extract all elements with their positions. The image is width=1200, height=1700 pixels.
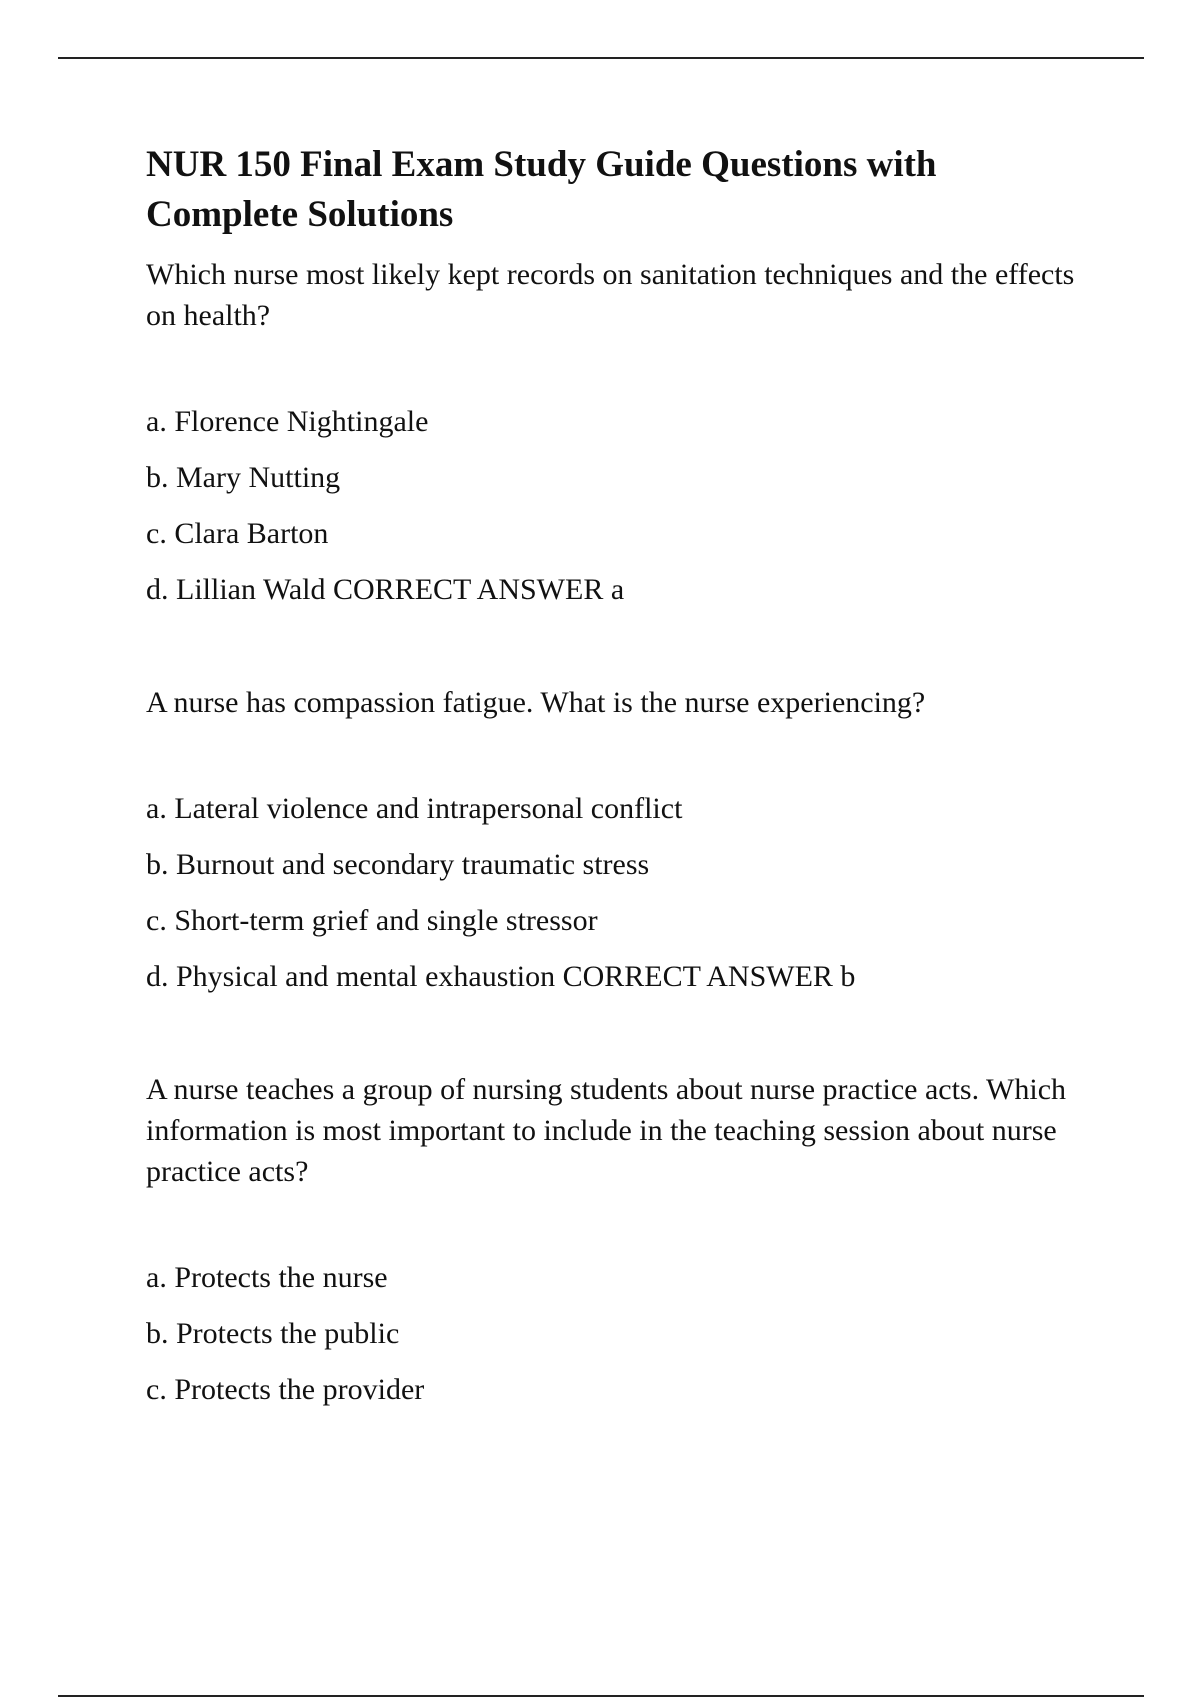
- question-text: A nurse teaches a group of nursing students about nurse practice acts. Which information is most important to include in the teaching session about nurse practice acts?: [146, 1073, 1067, 1188]
- answer-options: [146, 402, 1086, 610]
- answer-option: c. Short-term grief and single stressor: [146, 904, 598, 937]
- answer-option: c. Clara Barton: [146, 517, 329, 550]
- answer-options: [146, 789, 1086, 997]
- bottom-rule: [58, 1695, 1144, 1697]
- answer-option: b. Mary Nutting: [146, 461, 341, 494]
- answer-option: c. Protects the provider: [146, 1373, 425, 1406]
- document-body: [146, 140, 1086, 1426]
- question-text: A nurse has compassion fatigue. What is the nurse experiencing?: [146, 686, 926, 719]
- answer-option-with-correct-answer: d. Physical and mental exhaustion CORRECT ANSWER b: [146, 960, 856, 993]
- question-block: [146, 682, 1086, 997]
- question-text: Which nurse most likely kept records on sanitation techniques and the effects on health?: [146, 258, 1075, 332]
- top-rule: [58, 57, 1144, 59]
- question-block: [146, 254, 1086, 610]
- answer-option: a. Florence Nightingale: [146, 405, 429, 438]
- answer-option-with-correct-answer: d. Lillian Wald CORRECT ANSWER a: [146, 573, 625, 606]
- question-block: [146, 1069, 1086, 1410]
- answer-option: a. Lateral violence and intrapersonal conflict: [146, 792, 683, 825]
- answer-option: a. Protects the nurse: [146, 1261, 388, 1294]
- answer-option: b. Protects the public: [146, 1317, 400, 1350]
- answer-option: b. Burnout and secondary traumatic stress: [146, 848, 650, 881]
- answer-options: [146, 1258, 1086, 1410]
- document-title: NUR 150 Final Exam Study Guide Questions with Complete Solutions: [146, 144, 937, 235]
